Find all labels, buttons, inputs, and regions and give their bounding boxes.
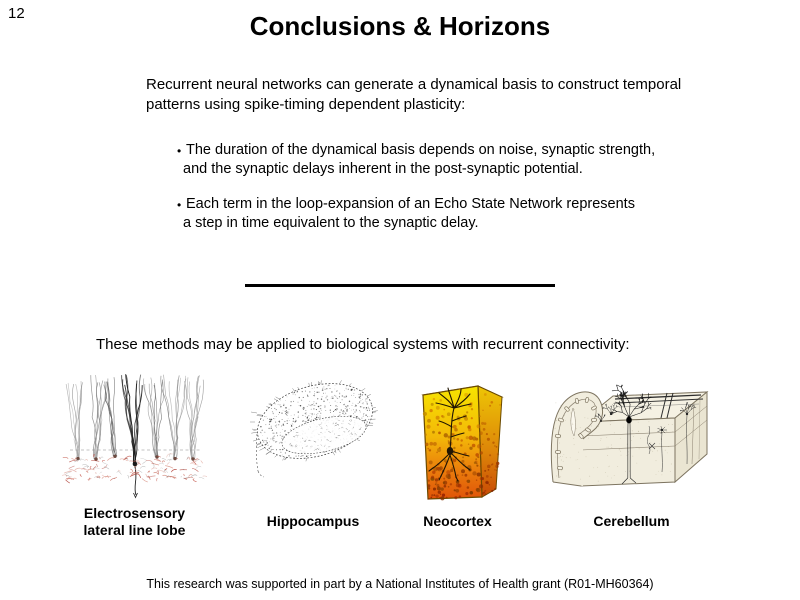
bullet-item-loop-expansion — [177, 195, 635, 233]
bullet-item-duration — [177, 141, 655, 179]
applications-heading: These methods may be applied to biological systems with recurrent connectivity: — [96, 336, 630, 353]
slide-title: Conclusions & Horizons — [249, 11, 551, 41]
divider-line — [245, 284, 555, 287]
page-number: 12 — [8, 5, 25, 22]
figure-label-hippocampus: Hippocampus — [266, 513, 360, 529]
footer-text: This research was supported in part by a National Institutes of Health grant (R01-MH60364) — [146, 577, 654, 591]
bullet-text: Each term in the loop-expansion of an Echo State Network represents a step in time equivalent to the synaptic delay. — [183, 196, 635, 231]
figure-label-cerebellum: Cerebellum — [593, 513, 670, 529]
hippocampus-illustration — [247, 374, 387, 484]
figure-label-neocortex: Neocortex — [423, 513, 492, 529]
cerebellum-illustration — [549, 372, 714, 497]
intro-line-1: Recurrent neural networks can generate a dynamical basis to construct temporal — [146, 76, 682, 93]
bullet-text: The duration of the dynamical basis depends on noise, synaptic strength, and the synaptic delays inherent in the post-synaptic potential. — [183, 142, 656, 177]
bullet-dot-icon: • — [177, 198, 182, 212]
electrosensory-lateral-line-lobe-illustration — [62, 372, 207, 502]
neocortex-illustration — [410, 377, 505, 502]
intro-line-2: patterns using spike-timing dependent plasticity: — [146, 96, 466, 113]
intro-text — [146, 75, 681, 115]
figure-label-electrosensory: Electrosensory lateral line lobe — [83, 505, 186, 538]
bullet-dot-icon: • — [177, 144, 182, 158]
